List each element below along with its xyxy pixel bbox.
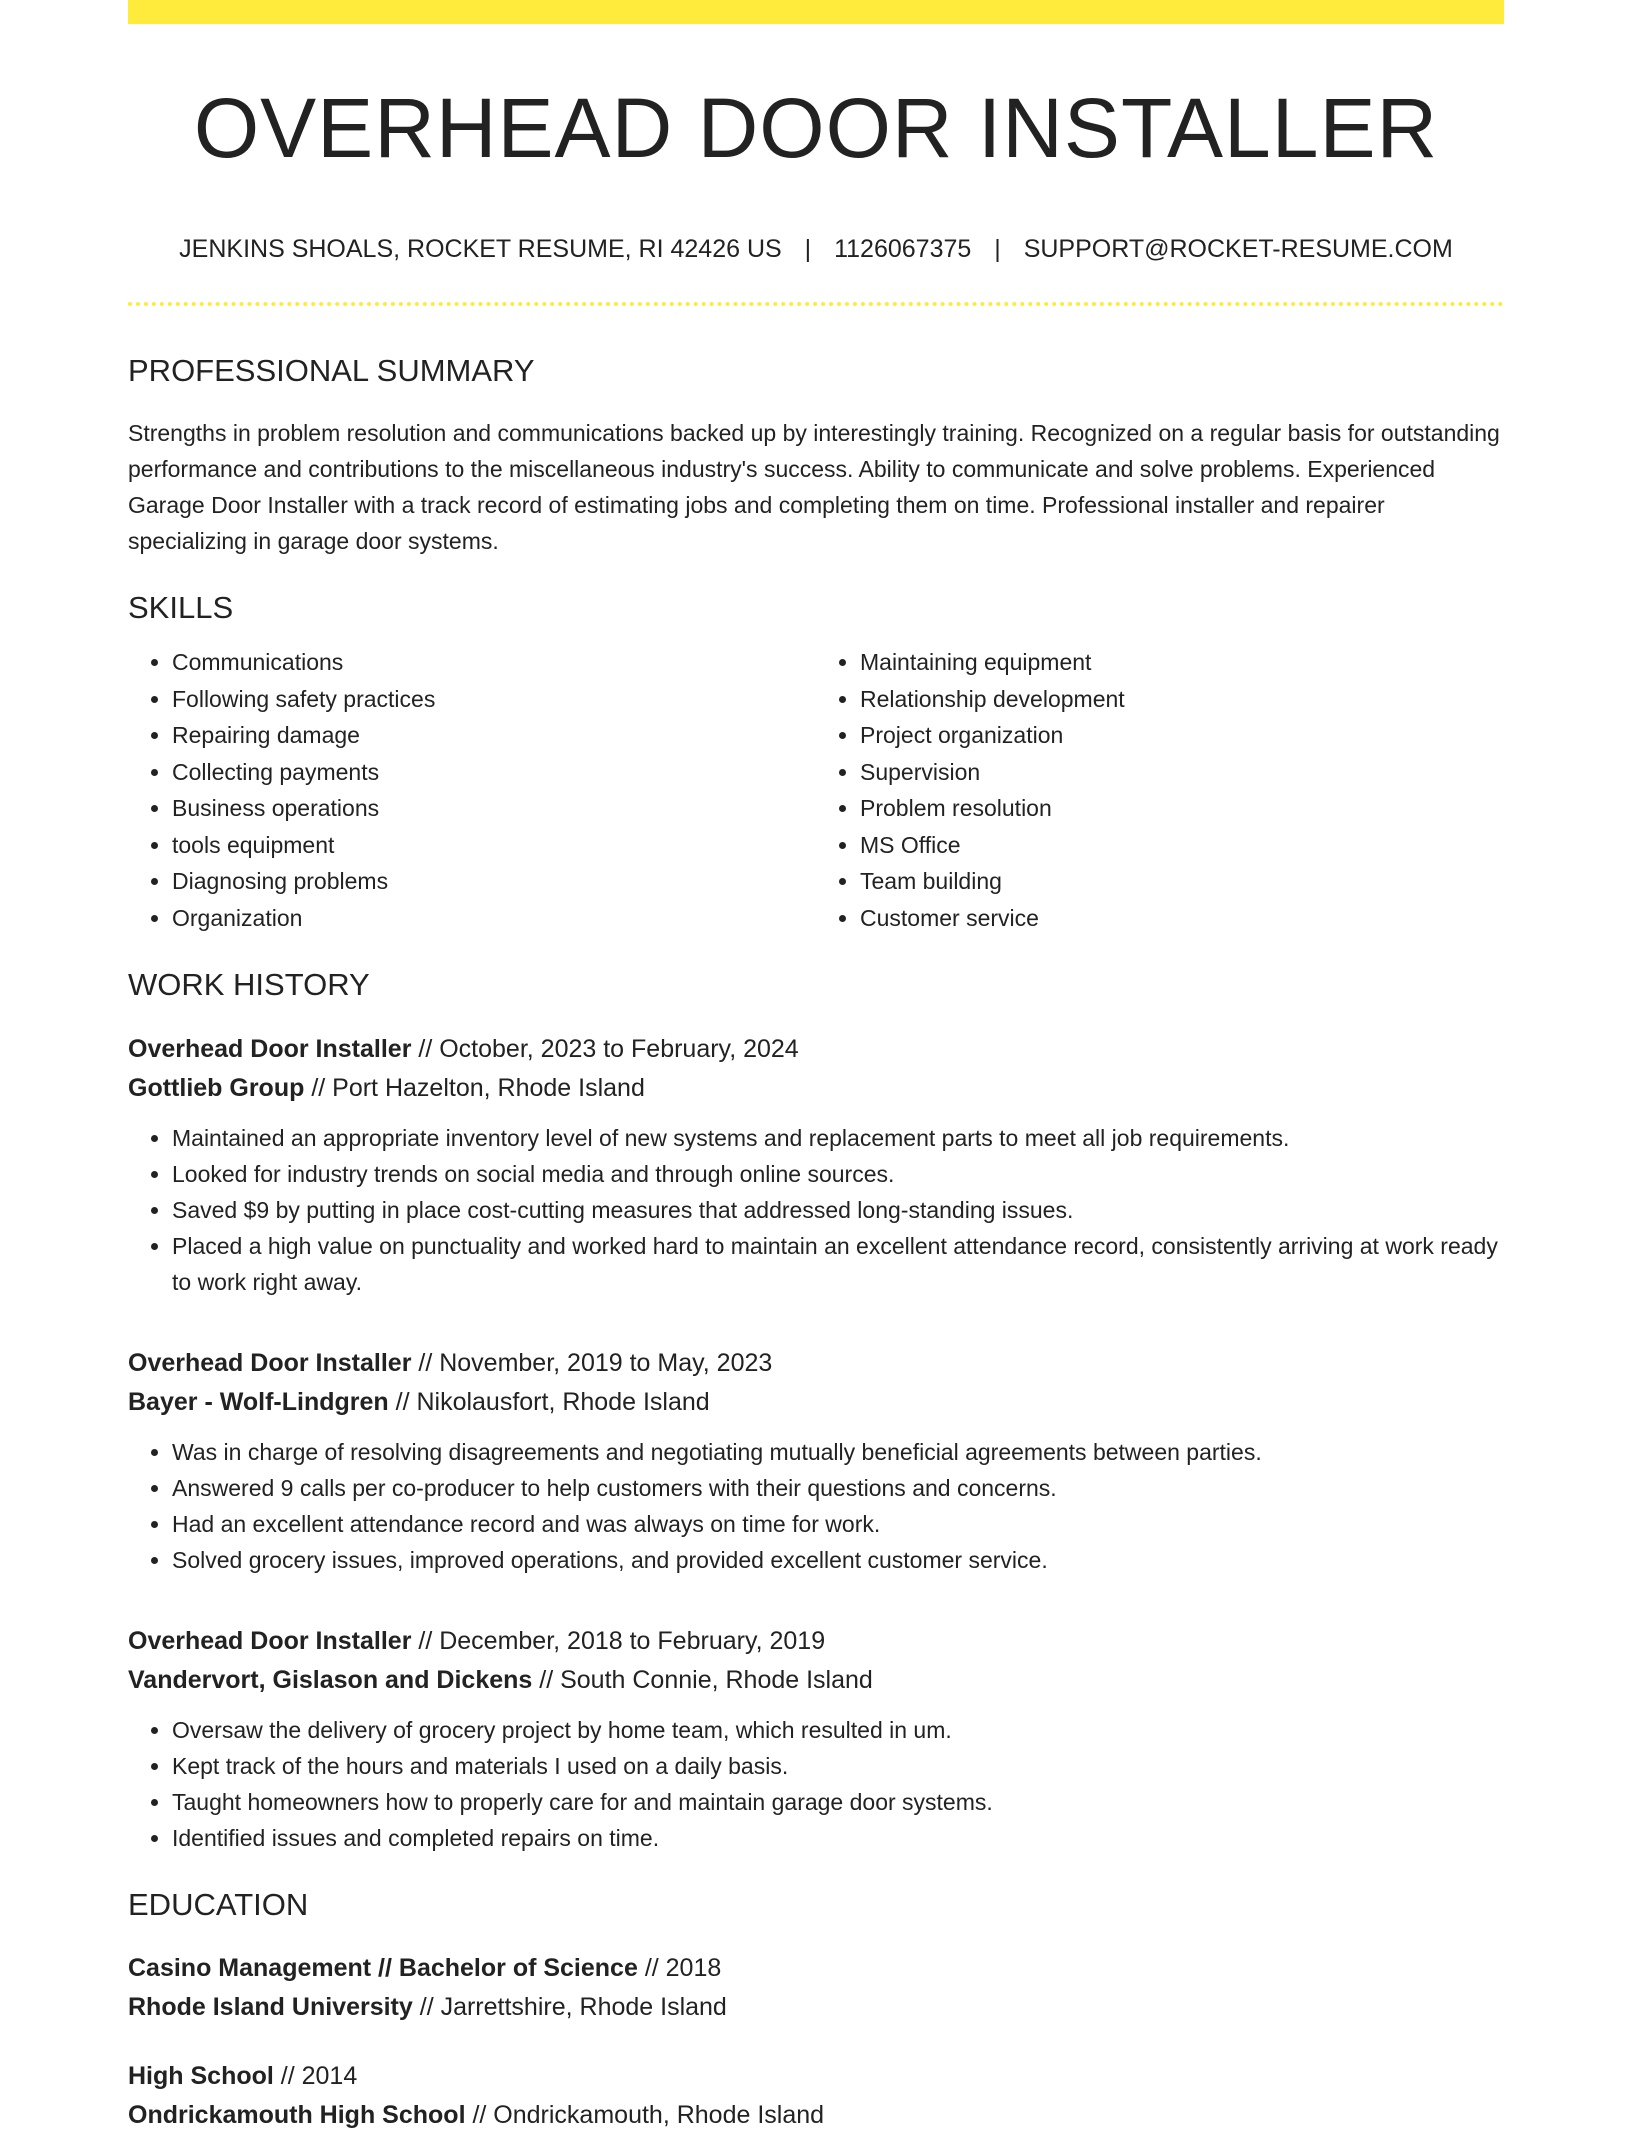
work-history-heading: WORK HISTORY: [128, 967, 370, 1003]
job-bullet: • Looked for industry trends on social media and through online sources.: [172, 1156, 1504, 1192]
education-school: Rhode Island University: [128, 1992, 413, 2021]
contact-separator: |: [994, 235, 1001, 263]
skills-left-list: [128, 644, 816, 936]
education-degree: Casino Management // Bachelor of Science: [128, 1953, 638, 1982]
skill-item: • Team building: [860, 863, 1504, 900]
skill-item: • Maintaining equipment: [860, 644, 1504, 681]
job-bullet: • Taught homeowners how to properly care for and maintain garage door systems.: [172, 1784, 1504, 1820]
skill-item: • Supervision: [860, 754, 1504, 791]
resume-page: [128, 0, 1504, 2135]
contact-email: SUPPORT@ROCKET-RESUME.COM: [1023, 235, 1453, 263]
job-company: Vandervort, Gislason and Dickens: [128, 1665, 533, 1694]
job-company: Bayer - Wolf-Lindgren: [128, 1387, 389, 1416]
contact-address: JENKINS SHOALS, ROCKET RESUME, RI 42426 US: [179, 235, 782, 263]
skill-item: • Collecting payments: [172, 754, 816, 791]
job-dates: // October, 2023 to February, 2024: [411, 1034, 799, 1063]
job-bullets: [128, 1434, 1504, 1578]
contact-line: [128, 234, 1504, 264]
skill-item: • Organization: [172, 900, 816, 937]
job-bullet: • Maintained an appropriate inventory level of new systems and replacement parts to meet all job requirements.: [172, 1120, 1504, 1156]
summary-text: Strengths in problem resolution and communications backed up by interestingly training. Recognized on a regular basis for outstanding performance and contributions to the miscellaneous industry's success. Ability to communicate and solve problems. Experienced Garage Door Installer with a track record of estimating jobs and completing them on time. Professional installer and repairer specializing in garage door systems.: [128, 420, 1500, 555]
job-title-line: [128, 1622, 1504, 1661]
job-bullet: • Was in charge of resolving disagreements and negotiating mutually beneficial agreements between parties.: [172, 1434, 1504, 1470]
education-school-line: [128, 2096, 1504, 2135]
job-bullets: [128, 1712, 1504, 1856]
job-entry: [128, 1030, 1504, 1300]
contact-phone: 1126067375: [834, 235, 972, 263]
education-school-line: [128, 1988, 1504, 2027]
education-degree-line: [128, 2057, 1504, 2096]
skills-right-list: [816, 644, 1504, 936]
job-role: Overhead Door Installer: [128, 1348, 412, 1377]
job-entry: [128, 1622, 1504, 1856]
job-bullet: • Solved grocery issues, improved operations, and provided excellent customer service.: [172, 1542, 1504, 1578]
job-role: Overhead Door Installer: [128, 1034, 412, 1063]
education-year: // 2018: [637, 1953, 722, 1982]
job-bullet: • Placed a high value on punctuality and worked hard to maintain an excellent attendance record, consistently arriving at work ready to work right away.: [172, 1228, 1504, 1300]
skill-item: • Relationship development: [860, 681, 1504, 718]
job-company-line: [128, 1661, 1504, 1700]
contact-separator: |: [804, 235, 812, 263]
education-year: // 2014: [273, 2061, 358, 2090]
dotted-divider: [128, 302, 1504, 306]
job-bullets: [128, 1120, 1504, 1300]
job-company: Gottlieb Group: [128, 1073, 305, 1102]
job-company-line: [128, 1383, 1504, 1422]
education-entry: [128, 2057, 1504, 2135]
job-location: // South Connie, Rhode Island: [532, 1665, 873, 1694]
top-accent-bar: [128, 0, 1504, 24]
education-degree: High School: [128, 2061, 274, 2090]
skill-item: • MS Office: [860, 827, 1504, 864]
job-dates: // November, 2019 to May, 2023: [411, 1348, 773, 1377]
education-degree-line: [128, 1949, 1504, 1988]
job-bullet: • Had an excellent attendance record and was always on time for work.: [172, 1506, 1504, 1542]
job-location: // Port Hazelton, Rhode Island: [304, 1073, 645, 1102]
skills-columns: [128, 644, 1504, 936]
resume-title: OVERHEAD DOOR INSTALLER: [193, 81, 1439, 175]
education-school: Ondrickamouth High School: [128, 2100, 466, 2129]
education-location: // Ondrickamouth, Rhode Island: [465, 2100, 825, 2129]
skill-item: • Communications: [172, 644, 816, 681]
education-location: // Jarrettshire, Rhode Island: [412, 1992, 727, 2021]
job-location: // Nikolausfort, Rhode Island: [388, 1387, 710, 1416]
education-heading: EDUCATION: [128, 1886, 309, 1922]
job-bullet: • Answered 9 calls per co-producer to help customers with their questions and concerns.: [172, 1470, 1504, 1506]
skill-item: • Repairing damage: [172, 717, 816, 754]
skill-item: • tools equipment: [172, 827, 816, 864]
skill-item: • Project organization: [860, 717, 1504, 754]
job-bullet: • Oversaw the delivery of grocery project by home team, which resulted in um.: [172, 1712, 1504, 1748]
job-bullet: • Kept track of the hours and materials I used on a daily basis.: [172, 1748, 1504, 1784]
job-bullet: • Identified issues and completed repairs on time.: [172, 1820, 1504, 1856]
education-entry: [128, 1949, 1504, 2027]
summary-heading: PROFESSIONAL SUMMARY: [128, 353, 535, 388]
job-bullet: • Saved $9 by putting in place cost-cutting measures that addressed long-standing issues.: [172, 1192, 1504, 1228]
job-dates: // December, 2018 to February, 2019: [411, 1626, 826, 1655]
skill-item: • Diagnosing problems: [172, 863, 816, 900]
skill-item: • Following safety practices: [172, 681, 816, 718]
job-title-line: [128, 1344, 1504, 1383]
job-company-line: [128, 1069, 1504, 1108]
skill-item: • Problem resolution: [860, 790, 1504, 827]
skills-heading: SKILLS: [128, 590, 234, 626]
skill-item: • Business operations: [172, 790, 816, 827]
job-title-line: [128, 1030, 1504, 1069]
job-role: Overhead Door Installer: [128, 1626, 412, 1655]
job-entry: [128, 1344, 1504, 1578]
skill-item: • Customer service: [860, 900, 1504, 937]
